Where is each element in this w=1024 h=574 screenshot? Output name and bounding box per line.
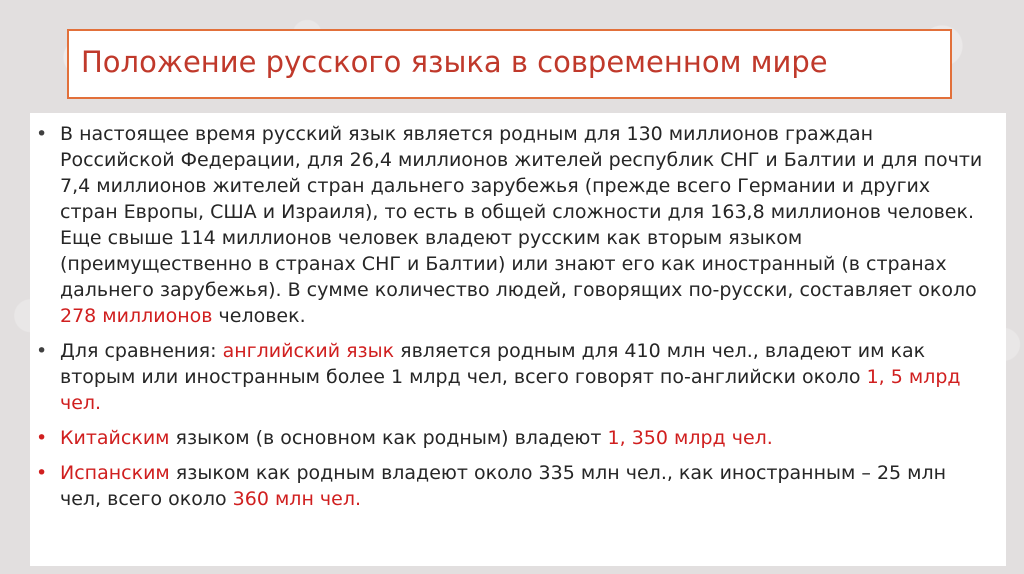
bullet-1-highlight: 278 миллионов xyxy=(60,305,213,327)
bullet-icon: • xyxy=(36,123,48,145)
bullet-4-text-a: языком как родным владеют около 335 млн чел., как иностранным – 25 млн чел, всего около xyxy=(60,462,947,510)
bullet-item-4 xyxy=(30,460,1006,512)
bullet-4-highlight-a: Испанским xyxy=(60,462,170,484)
bullet-icon: • xyxy=(36,340,48,362)
bullet-item-2 xyxy=(30,338,1006,416)
bullet-2-highlight-a: английский язык xyxy=(222,340,395,362)
bullet-3-text-a: языком (в основном как родным) владеют xyxy=(169,427,608,449)
bullet-item-1 xyxy=(30,121,1006,329)
bullet-2-text-b: является родным для 410 млн чел., владеют им как вторым или иностранным более 1 млрд чел, всего говорят по-английски около xyxy=(60,340,926,388)
bullet-2-highlight-b: 1, 5 млрд чел. xyxy=(60,366,961,414)
bullet-3-highlight-a: Китайским xyxy=(60,427,170,449)
bullet-1-text-a: В настоящее время русский язык является родным для 130 миллионов граждан Российской Федерации, для 26,4 миллионов жителей республик СНГ и Балтии и для почти 7,4 миллионов жителей стран дальнего зарубежья (прежде всего Германии и других стран Европы, США и Израиля), то есть в общей сложности для 163,8 миллионов человек. Еще свыше 114 миллионов человек владеют русским как вторым языком (преимущественно в странах СНГ и Балтии) или знают его как иностранный (в странах дальнего зарубежья). В сумме количество людей, говорящих по-русски, составляет около xyxy=(60,123,983,301)
title-box xyxy=(67,29,952,99)
content-box xyxy=(30,113,1006,566)
bullet-2-text-a: Для сравнения: xyxy=(60,340,223,362)
bullet-4-highlight-b: 360 млн чел. xyxy=(232,488,361,510)
bullet-icon: • xyxy=(36,462,48,484)
bullet-3-highlight-b: 1, 350 млрд чел. xyxy=(607,427,773,449)
bullet-1-text-b: человек. xyxy=(212,305,306,327)
bullet-item-3 xyxy=(30,425,1006,451)
slide-title: Положение русского языка в современном мире xyxy=(81,45,828,79)
bullet-icon: • xyxy=(36,427,48,449)
bullet-list xyxy=(30,121,1006,521)
